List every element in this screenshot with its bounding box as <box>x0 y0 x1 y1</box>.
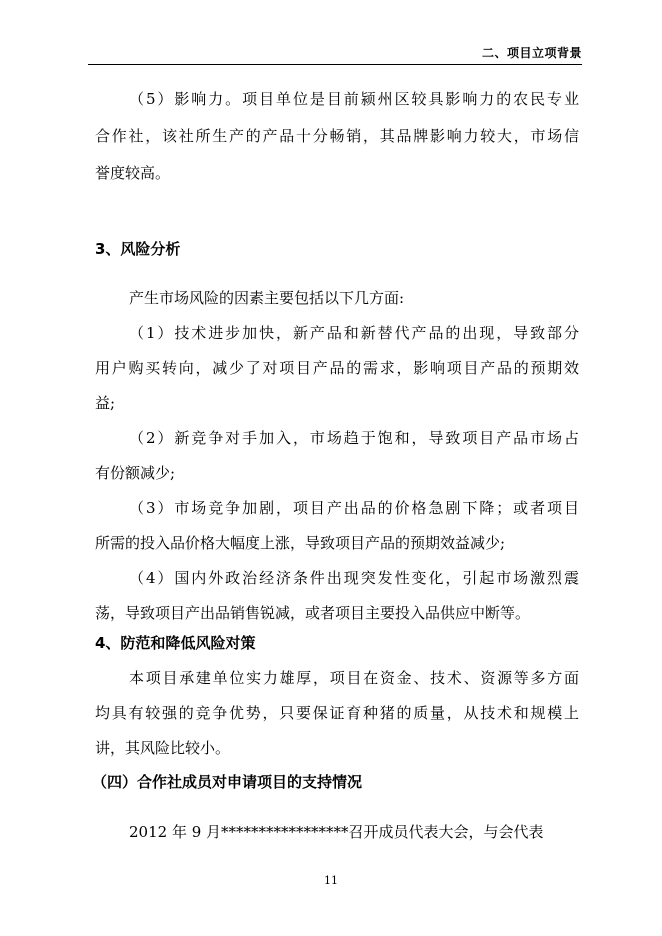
page-header-title: 二、项目立项背景 <box>481 46 582 60</box>
paragraph-line: 合作社，该社所生产的产品十分畅销，其品牌影响力较大，市场信 <box>95 127 579 145</box>
header-rule <box>88 64 582 65</box>
paragraph-line: （3）市场竞争加剧，项目产出品的价格急剧下降；或者项目 <box>129 499 579 517</box>
paragraph-line: 用户购买转向，减少了对项目产品的需求，影响项目产品的预期效 <box>95 359 579 377</box>
paragraph-line: （4）国内外政治经济条件出现突发性变化，引起市场激烈震 <box>129 569 579 587</box>
page-number: 11 <box>324 874 338 887</box>
section-heading-member-support: （四）合作社成员对申请项目的支持情况 <box>92 773 363 791</box>
paragraph-line: （2）新竞争对手加入，市场趋于饱和，导致项目产品市场占 <box>129 429 579 447</box>
section-heading-risk-analysis: 3、风险分析 <box>95 240 181 258</box>
paragraph-line: 所需的投入品价格大幅度上涨，导致项目产品的预期效益减少; <box>95 534 506 552</box>
paragraph-line: （1）技术进步加快，新产品和新替代产品的出现，导致部分 <box>129 324 579 342</box>
paragraph-line: 益; <box>95 394 116 412</box>
paragraph-line: 有份额减少; <box>95 464 176 482</box>
paragraph-line: 誉度较高。 <box>95 164 171 182</box>
paragraph-line: 均具有较强的竞争优势，只要保证育种猪的质量，从技术和规模上 <box>95 704 579 722</box>
paragraph-line: 2012 年 9 月*****************召开成员代表大会，与会代表 <box>129 823 544 841</box>
paragraph-line: 讲，其风险比较小。 <box>95 739 231 757</box>
paragraph-line: 产生市场风险的因素主要包括以下几方面: <box>129 289 405 307</box>
paragraph-line: 荡，导致项目产出品销售锐减，或者项目主要投入品供应中断等。 <box>95 604 531 622</box>
paragraph-line: 本项目承建单位实力雄厚，项目在资金、技术、资源等多方面 <box>129 669 579 687</box>
paragraph-line: （5）影响力。项目单位是目前颍州区较具影响力的农民专业 <box>129 90 579 108</box>
section-heading-risk-countermeasures: 4、防范和降低风险对策 <box>95 634 256 652</box>
